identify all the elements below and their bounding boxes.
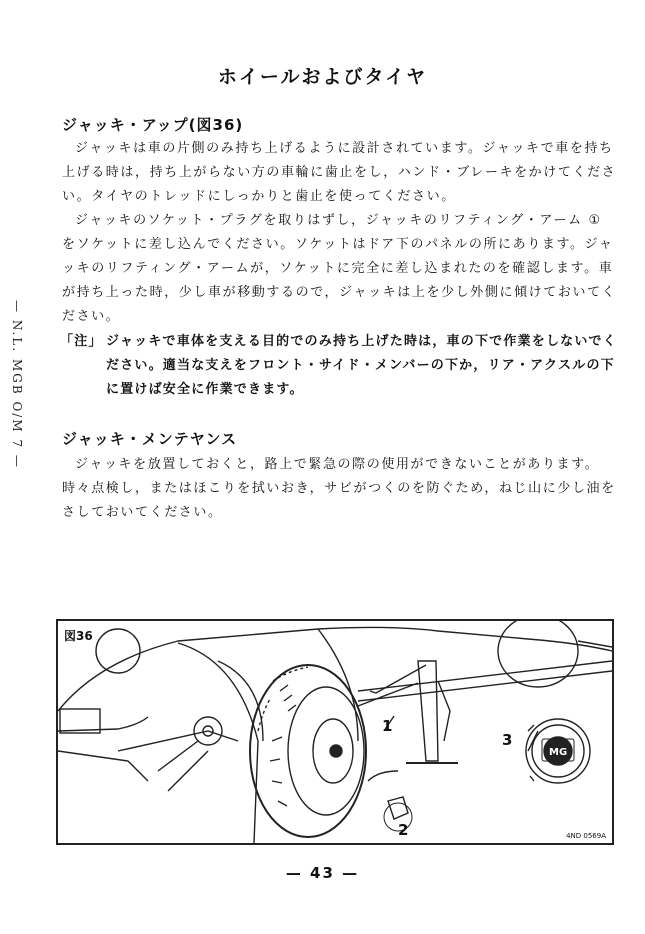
callout-2: 2 xyxy=(398,821,409,839)
section-body-jack-maintenance xyxy=(62,453,622,525)
callout-3: 3 xyxy=(502,731,513,749)
figure-jack-up xyxy=(56,619,614,845)
margin-note: — N.L. MGB O/M 7 — xyxy=(10,300,24,469)
caution-label: 「注」 xyxy=(60,334,103,349)
section-heading-jack-up: ジャッキ・アップ(図36) xyxy=(62,116,244,134)
figure-label: 図36 xyxy=(64,629,93,643)
paragraph: ジャッキのソケット・プラグを取りはずし，ジャッキのリフティング・アーム ① をソケットに差し込んでください。ソケットはドア下のパネルの所にあります。ジャッキのリフティング・アームが，ソケットに完全に差し込まれたのを確認します。車が持ち上った時，少し車が移動するので，ジャッキは上を少し外側に傾けておいてください。 xyxy=(62,213,617,324)
section-heading-jack-maintenance: ジャッキ・メンテヤンス xyxy=(62,430,238,448)
mg-badge-text: MG xyxy=(549,747,568,758)
section-body-jack-up xyxy=(62,137,622,329)
callout-1: 1 xyxy=(382,717,393,735)
paragraph: ジャッキは車の片側のみ持ち上げるように設計されています。ジャッキで車を持ち上げる時は，持ち上がらない方の車輪に歯止をし，ハンド・ブレーキをかけてください。タイヤのトレッドにしっかりと歯止を使ってください。 xyxy=(62,141,617,204)
page-title: ホイールおよびタイヤ xyxy=(217,66,428,88)
jack-up-illustration xyxy=(58,621,612,843)
figure-code: 4ND 0569A xyxy=(566,832,606,840)
paragraph: ジャッキを放置しておくと，路上で緊急の際の使用ができないことがあります。時々点検し，またはほこりを拭いおき，サビがつくのを防ぐため，ねじ山に少し油をさしておいてください。 xyxy=(62,457,616,520)
caution-text: ジャッキで車体を支える目的でのみ持ち上げた時は，車の下で作業をしないでください。適当な支えをフロント・サイド・メンバーの下か，リア・アクスルの下に置けば安全に作業できます。 xyxy=(106,334,617,397)
page-number: — 43 — xyxy=(285,864,360,882)
